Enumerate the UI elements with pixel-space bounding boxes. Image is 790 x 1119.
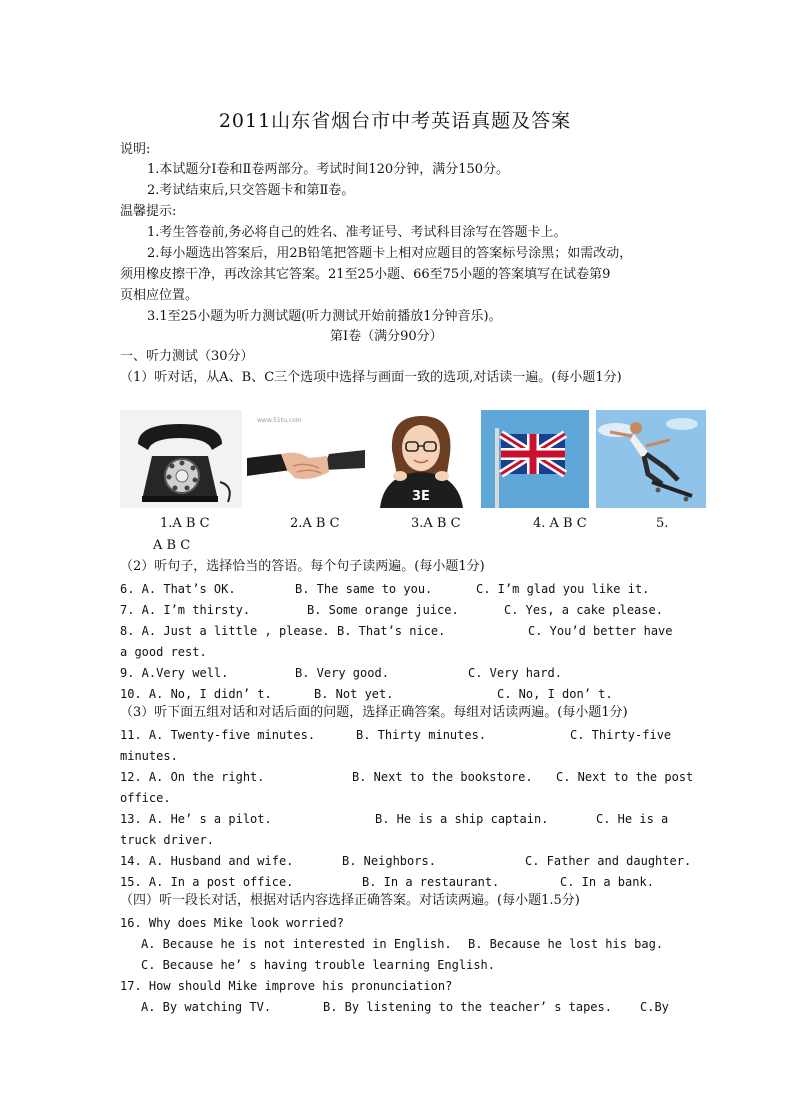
image-caption: 2.A B C [290, 516, 340, 531]
volume-heading: 第Ⅰ卷（满分90分） [330, 329, 443, 344]
q12-option-c: C. Next to the post [556, 770, 694, 784]
q9-option-b: B. Very good. [295, 666, 389, 680]
q11-option-c: C. Thirty-five [570, 728, 672, 742]
q12-continuation: office. [120, 791, 171, 805]
tips-heading: 温馨提示: [120, 204, 177, 219]
tip-line: 3.1至25小题为听力测试题(听力测试开始前播放1分钟音乐)。 [147, 309, 502, 324]
q8-option-c: C. You’d better have [528, 624, 673, 638]
part4-instruction: （四）听一段长对话，根据对话内容选择正确答案。对话读两遍。(每小题1.5分) [120, 893, 580, 908]
q17-question: 17. How should Mike improve his pronunciation? [120, 979, 453, 993]
q9-option-a: 9. A.Very well. [120, 666, 229, 680]
q10-option-b: B. Not yet. [314, 687, 394, 701]
q7-option-a: 7. A. I’m thirsty. [120, 603, 251, 617]
image-caption: 4. A B C [533, 516, 587, 531]
handshake-icon [247, 410, 365, 508]
skateboarder-icon [596, 410, 706, 508]
image-caption: 3.A B C [411, 516, 461, 531]
q12-option-b: B. Next to the bookstore. [352, 770, 533, 784]
q13-option-a: 13. A. He’ s a pilot. [120, 812, 272, 826]
shirt-print: 3E [412, 489, 430, 504]
q17-option-b: B. By listening to the teacher’ s tapes. [323, 1000, 612, 1014]
part3-instruction: （3）听下面五组对话和对话后面的问题，选择正确答案。每组对话读两遍。(每小题1分) [120, 705, 628, 720]
q14-option-a: 14. A. Husband and wife. [120, 854, 294, 868]
q16-option-a: A. Because he is not interested in English. [141, 937, 452, 951]
rotary-telephone-icon [120, 410, 242, 508]
note-line: 2.考试结束后,只交答题卡和第Ⅱ卷。 [147, 183, 355, 198]
girl-picture [370, 410, 473, 508]
q15-option-a: 15. A. In a post office. [120, 875, 294, 889]
q8-option-b: B. That’s nice. [337, 624, 446, 638]
tip-line: 页相应位置。 [120, 288, 199, 303]
q16-question: 16. Why does Mike look worried? [120, 916, 344, 930]
q8-continuation: a good rest. [120, 645, 207, 659]
note-line: 1.本试题分Ⅰ卷和Ⅱ卷两部分。考试时间120分钟，满分150分。 [147, 162, 510, 177]
q13-option-b: B. He is a ship captain. [375, 812, 549, 826]
q10-option-c: C. No, I don’ t. [497, 687, 613, 701]
telephone-picture [120, 410, 242, 508]
image-caption-wrap: A B C [153, 538, 191, 553]
notes-heading: 说明: [120, 142, 151, 157]
image-caption: 5. [656, 516, 669, 531]
q13-option-c: C. He is a [596, 812, 669, 826]
q16-option-b: B. Because he lost his bag. [468, 937, 664, 951]
q17-option-c: C.By [640, 1000, 669, 1014]
q7-option-c: C. Yes, a cake please. [504, 603, 663, 617]
flag-picture [481, 410, 589, 508]
q7-option-b: B. Some orange juice. [307, 603, 459, 617]
skateboard-picture [596, 410, 706, 508]
q15-option-b: B. In a restaurant. [362, 875, 500, 889]
q15-option-c: C. In a bank. [560, 875, 654, 889]
tip-line: 1.考生答卷前,务必将自己的姓名、准考证号、考试科目涂写在答题卡上。 [147, 225, 567, 240]
part2-instruction: （2）听句子，选择恰当的答语。每个句子读两遍。(每小题1分) [120, 559, 485, 574]
q6-option-c: C. I’m glad you like it. [476, 582, 650, 596]
q8-option-a: 8. A. Just a little , please. [120, 624, 330, 638]
q11-continuation: minutes. [120, 749, 178, 763]
section-heading: 一、听力测试（30分） [120, 349, 254, 364]
q17-option-a: A. By watching TV. [141, 1000, 272, 1014]
q16-option-c: C. Because he’ s having trouble learning English. [141, 958, 496, 972]
q14-option-c: C. Father and daughter. [525, 854, 692, 868]
part1-instruction: （1）听对话，从A、B、C三个选项中选择与画面一致的选项,对话读一遍。(每小题1分) [120, 370, 622, 385]
q11-option-b: B. Thirty minutes. [356, 728, 487, 742]
handshake-picture [247, 410, 365, 508]
q6-option-b: B. The same to you. [295, 582, 433, 596]
q13-continuation: truck driver. [120, 833, 214, 847]
girl-with-glasses-icon [370, 410, 473, 508]
watermark-text: www.51tu.com [257, 417, 302, 424]
q6-option-a: 6. A. That’s OK. [120, 582, 236, 596]
q9-option-c: C. Very hard. [468, 666, 562, 680]
tip-line: 须用橡皮擦干净，再改涂其它答案。21至25小题、66至75小题的答案填写在试卷第9 [120, 267, 611, 282]
q11-option-a: 11. A. Twenty-five minutes. [120, 728, 316, 742]
q10-option-a: 10. A. No, I didn’ t. [120, 687, 272, 701]
q12-option-a: 12. A. On the right. [120, 770, 265, 784]
q14-option-b: B. Neighbors. [342, 854, 436, 868]
image-caption: 1.A B C [160, 516, 210, 531]
page-title: 2011山东省烟台市中考英语真题及答案 [218, 110, 572, 132]
tip-line: 2.每小题选出答案后，用2B铅笔把答题卡上相对应题目的答案标号涂黑；如需改动， [147, 246, 633, 261]
union-jack-flag-icon [481, 410, 589, 508]
